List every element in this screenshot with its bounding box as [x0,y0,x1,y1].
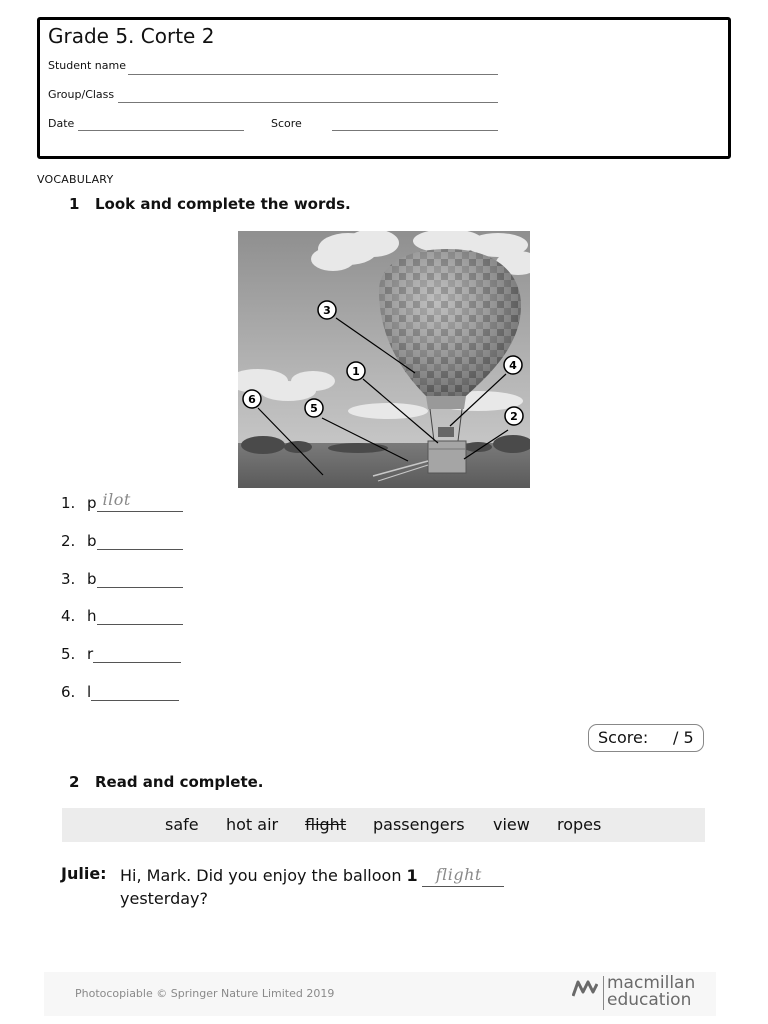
word-first-letter: r [87,645,94,663]
page-title: Grade 5. Corte 2 [48,24,215,48]
word-bank [62,808,705,842]
callout-2 [505,407,523,425]
score-field[interactable] [332,130,498,131]
group-class-field[interactable] [118,102,498,103]
callout-6 [243,390,261,408]
word-item-6: 6. l [61,682,179,704]
exercise-number: 1 [69,195,80,213]
callout-5 [305,399,323,417]
score-box-label: Score: [598,728,649,747]
svg-text:1: 1 [352,365,360,378]
exercise-1-instruction [69,195,351,213]
score-label: Score [271,117,302,130]
dialogue-line: Hi, Mark. Did you enjoy the balloon 1 flight yesterday? [120,864,504,910]
word-first-letter: h [87,607,97,625]
student-name-field[interactable] [128,74,498,75]
word-answer-field[interactable] [97,606,183,625]
callout-1 [347,362,365,380]
date-label: Date [48,117,75,130]
word-first-letter: b [87,532,97,550]
word-item-5: 5. r [61,644,181,666]
brand-name: macmillan education [607,973,696,1010]
word-bank-item: safe [165,815,199,834]
word-answer-field[interactable] [93,644,181,663]
copyright-text: Photocopiable © Springer Nature Limited 2019 [75,987,335,1000]
header-box [37,17,731,159]
word-item-4: 4. h [61,606,183,628]
word-first-letter: l [87,683,92,701]
hot-air-balloon-photo [238,231,530,488]
word-first-letter: p [87,494,97,512]
handwritten-answer: flight [435,865,482,884]
word-first-letter: b [87,570,97,588]
callout-4 [504,356,522,374]
section-label: VOCABULARY [37,173,114,186]
svg-text:6: 6 [248,393,256,406]
group-class-label: Group/Class [48,88,115,101]
exercise-number: 2 [69,773,80,791]
gap-answer-field[interactable] [422,865,504,887]
word-item-2: 2. b [61,531,183,553]
date-field[interactable] [78,130,244,131]
svg-text:4: 4 [509,359,517,372]
dialogue-speaker: Julie: [61,864,107,883]
score-box-total: / 5 [673,728,694,747]
exercise-1-score-box [588,724,704,752]
exercise-2-instruction [69,773,264,791]
student-name-label: Student name [48,59,126,72]
handwritten-answer: ilot [102,490,131,509]
svg-text:5: 5 [310,402,318,415]
word-bank-item: hot air [226,815,279,834]
word-bank-item: ropes [557,815,602,834]
logo-divider [603,976,604,1010]
word-bank-item-struck: flight [305,815,347,834]
word-answer-field[interactable] [97,569,183,588]
gap-number: 1 [406,866,418,885]
word-answer-field[interactable] [91,682,179,701]
instruction-text: Read and complete. [95,773,264,791]
footer [44,972,716,1016]
svg-text:3: 3 [323,304,331,317]
svg-text:2: 2 [510,410,518,423]
macmillan-logo-icon [572,978,598,998]
word-bank-item: view [493,815,530,834]
instruction-text: Look and complete the words. [95,195,351,213]
callout-3 [318,301,336,319]
word-answer-field[interactable] [97,490,183,512]
word-bank-item: passengers [373,815,465,834]
word-item-3: 3. b [61,569,183,591]
word-answer-field[interactable] [97,531,183,550]
word-item-1: 1. p ilot [61,493,183,515]
